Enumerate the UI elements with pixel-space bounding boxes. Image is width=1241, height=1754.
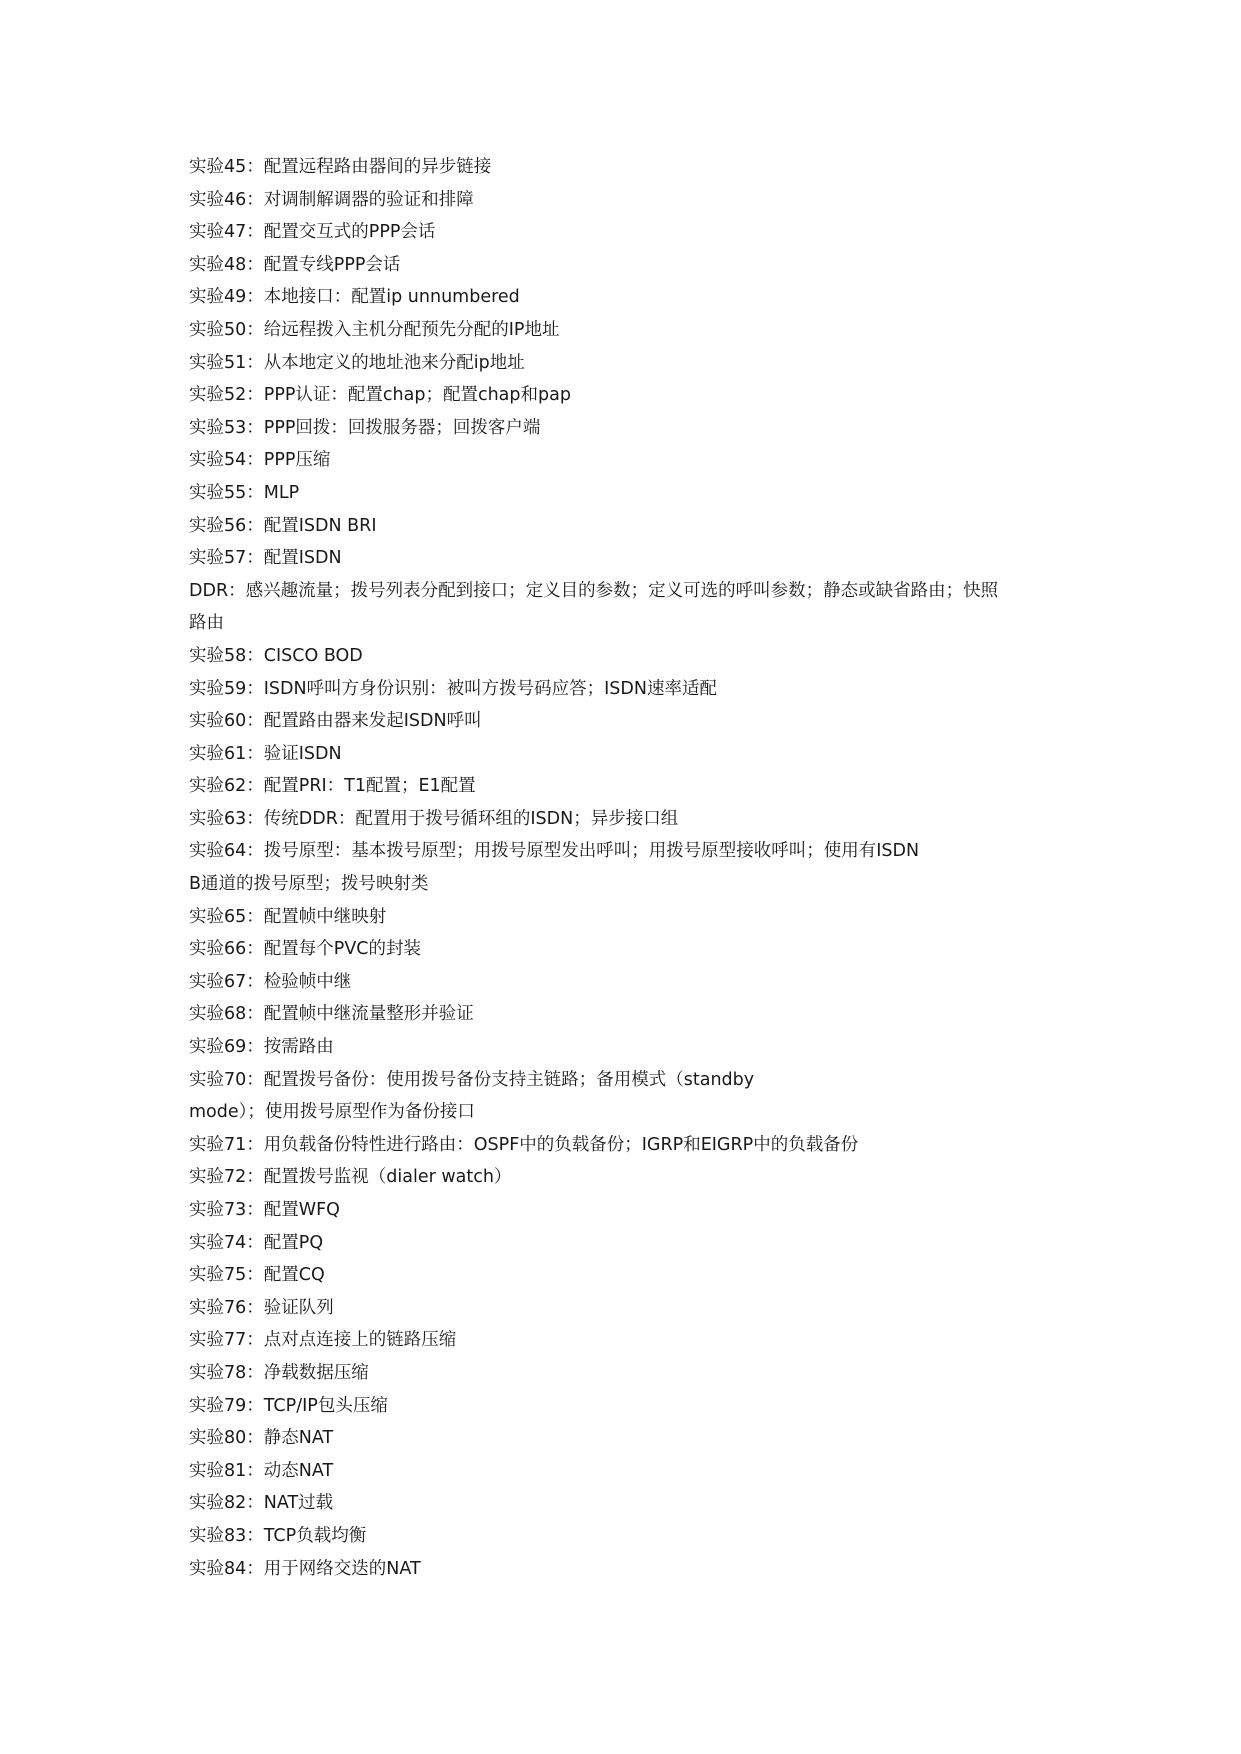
text-line: 实验52：PPP认证：配置chap；配置chap和pap <box>189 385 571 406</box>
text-line: 实验81：动态NAT <box>189 1460 334 1481</box>
text-line: 实验79：TCP/IP包头压缩 <box>189 1395 388 1416</box>
text-line: 实验49：本地接口：配置ip unnumbered <box>189 287 520 308</box>
text-line: 实验84：用于网络交迭的NAT <box>189 1558 421 1579</box>
text-line: 实验63：传统DDR：配置用于拨号循环组的ISDN；异步接口组 <box>189 808 679 829</box>
text-line: 实验57：配置ISDN <box>189 548 342 569</box>
text-line: 实验50：给远程拨入主机分配预先分配的IP地址 <box>189 319 560 340</box>
text-line: B通道的拨号原型；拨号映射类 <box>189 874 429 895</box>
text-line: 实验65：配置帧中继映射 <box>189 906 387 927</box>
text-line: mode）；使用拨号原型作为备份接口 <box>189 1102 475 1123</box>
text-line: 实验77：点对点连接上的链路压缩 <box>189 1330 457 1351</box>
text-line: 实验64：拨号原型：基本拨号原型；用拨号原型发出呼叫；用拨号原型接收呼叫；使用有ISDN <box>189 841 920 862</box>
text-line: 实验78：净载数据压缩 <box>189 1362 369 1383</box>
text-line: 实验45：配置远程路由器间的异步链接 <box>189 157 492 177</box>
text-line: 实验56：配置ISDN BRI <box>189 515 377 536</box>
text-line: 实验75：配置CQ <box>189 1265 325 1286</box>
text-line: 实验73：配置WFQ <box>189 1200 340 1220</box>
text-line: 实验60：配置路由器来发起ISDN呼叫 <box>189 711 482 732</box>
text-line: 路由 <box>189 613 224 634</box>
document-body <box>189 151 1059 1585</box>
text-line: 实验53：PPP回拨：回拨服务器；回拨客户端 <box>189 417 541 438</box>
text-line: DDR：感兴趣流量；拨号列表分配到接口；定义目的参数；定义可选的呼叫参数；静态或缺省路由；快照 <box>189 580 999 601</box>
text-line: 实验71：用负载备份特性进行路由：OSPF中的负载备份；IGRP和EIGRP中的负载备份 <box>189 1134 859 1155</box>
text-line: 实验58：CISCO BOD <box>189 645 363 666</box>
text-line: 实验48：配置专线PPP会话 <box>189 254 401 275</box>
text-line: 实验80：静态NAT <box>189 1428 334 1449</box>
text-line: 实验66：配置每个PVC的封装 <box>189 939 422 960</box>
text-line: 实验59：ISDN呼叫方身份识别：被叫方拨号码应答；ISDN速率适配 <box>189 678 717 699</box>
text-line: 实验82：NAT过载 <box>189 1493 334 1514</box>
text-line: 实验72：配置拨号监视（dialer watch） <box>189 1167 512 1188</box>
text-line: 实验46：对调制解调器的验证和排障 <box>189 189 474 210</box>
text-line: 实验76：验证队列 <box>189 1297 334 1318</box>
text-line: 实验61：验证ISDN <box>189 743 342 764</box>
text-line: 实验74：配置PQ <box>189 1232 324 1253</box>
text-line: 实验54：PPP压缩 <box>189 450 331 471</box>
text-line: 实验47：配置交互式的PPP会话 <box>189 222 436 243</box>
text-line: 实验67：检验帧中继 <box>189 971 352 992</box>
text-line: 实验83：TCP负载均衡 <box>189 1525 367 1546</box>
text-line: 实验70：配置拨号备份：使用拨号备份支持主链路；备用模式（standby <box>189 1069 755 1090</box>
text-line: 实验68：配置帧中继流量整形并验证 <box>189 1004 474 1025</box>
text-line: 实验55：MLP <box>189 482 300 503</box>
text-line: 实验51：从本地定义的地址池来分配ip地址 <box>189 352 525 373</box>
text-line: 实验69：按需路由 <box>189 1037 334 1058</box>
text-line: 实验62：配置PRI：T1配置；E1配置 <box>189 776 476 797</box>
